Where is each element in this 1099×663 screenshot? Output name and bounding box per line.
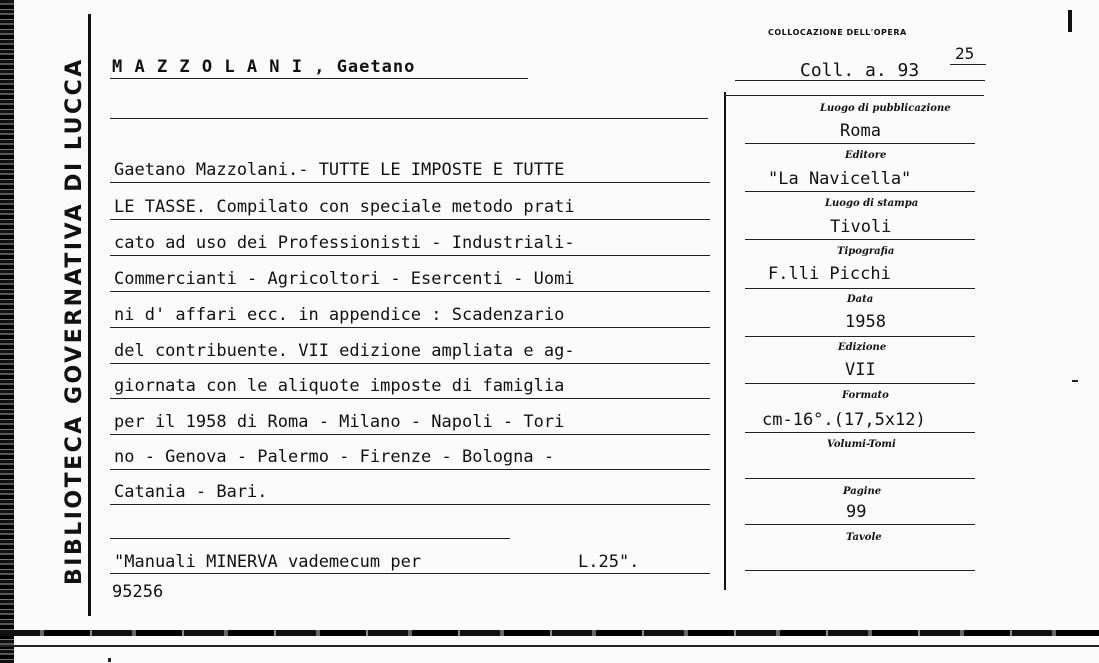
margin-line — [88, 14, 91, 616]
series-line: "Manuali MINERVA vademecum per — [114, 552, 422, 572]
body-line-2: LE TASSE. Compilato con speciale metodo prati — [114, 197, 575, 217]
field-rule — [745, 336, 975, 337]
card-bottom-line — [0, 645, 1099, 647]
field-label-print-place: Luogo di stampa — [825, 198, 919, 209]
field-rule — [745, 143, 975, 144]
body-rule — [110, 291, 710, 292]
field-value-publisher: "La Navicella" — [768, 169, 912, 189]
collocation-superscript: 25 — [955, 44, 975, 63]
scratch-mark — [1072, 380, 1078, 382]
collocation-value: Coll. a. 93 — [800, 60, 920, 81]
body-line-3: cato ad uso dei Professionisti - Industriali- — [114, 233, 575, 253]
field-label-edition: Edizione — [838, 342, 887, 353]
card-bottom-edge — [0, 630, 1099, 636]
collocation-sup-rule — [950, 64, 986, 65]
field-label-pages: Pagine — [843, 486, 882, 497]
body-line-8: per il 1958 di Roma - Milano - Napoli - Tori — [114, 412, 565, 432]
body-rule — [110, 469, 710, 470]
series-rule — [110, 573, 710, 574]
collocation-label: COLLOCAZIONE DELL'OPERA — [768, 28, 907, 37]
field-label-format: Formato — [842, 390, 889, 401]
card-left-edge — [0, 0, 14, 663]
body-line-5: ni d' affari ecc. in appendice : Scadenzario — [114, 305, 565, 325]
field-label-place: Luogo di pubblicazione — [820, 103, 951, 114]
field-rule — [745, 570, 975, 571]
field-rule — [745, 239, 975, 240]
price: L.25". — [578, 552, 640, 572]
body-line-6: del contribuente. VII edizione ampliata e ag- — [114, 341, 575, 361]
field-value-format: cm-16°.(17,5x12) — [762, 410, 926, 430]
field-value-place: Roma — [840, 121, 881, 141]
field-label-date: Data — [847, 294, 874, 305]
field-column-divider — [724, 92, 726, 590]
body-rule — [110, 327, 710, 328]
inventory-number: 95256 — [112, 582, 164, 602]
field-label-plates: Tavole — [846, 532, 882, 543]
heading-rule — [110, 78, 528, 79]
field-rule — [745, 288, 975, 289]
body-line-1: Gaetano Mazzolani.- TUTTE LE IMPOSTE E TUTTE — [114, 160, 565, 180]
body-rule — [110, 363, 710, 364]
body-line-10: Catania - Bari. — [114, 482, 268, 502]
body-line-7: giornata con le aliquote imposte di famiglia — [114, 376, 565, 396]
field-label-printer: Tipografia — [837, 246, 895, 257]
field-value-date: 1958 — [845, 312, 886, 332]
field-value-edition: VII — [845, 360, 876, 380]
field-value-print-place: Tivoli — [830, 217, 892, 237]
collocation-rule — [735, 80, 985, 81]
field-rule — [745, 524, 975, 525]
blank-rule — [110, 118, 708, 119]
author-heading: M A Z Z O L A N I , Gaetano — [112, 57, 416, 77]
field-top-rule — [724, 95, 984, 96]
body-rule — [110, 182, 710, 183]
field-value-printer: F.lli Picchi — [768, 264, 891, 284]
field-value-pages: 99 — [846, 502, 867, 522]
scratch-mark — [108, 658, 111, 662]
body-rule — [110, 219, 710, 220]
body-rule — [110, 255, 710, 256]
field-rule — [745, 478, 975, 479]
field-rule — [745, 191, 975, 192]
body-rule — [110, 538, 510, 539]
body-rule — [110, 398, 710, 399]
body-line-9: no - Genova - Palermo - Firenze - Bologna - — [114, 447, 555, 467]
edge-mark — [1068, 10, 1072, 32]
body-rule — [110, 434, 710, 435]
field-label-volumes: Volumi-Tomi — [827, 439, 896, 450]
field-rule — [745, 432, 975, 433]
field-rule — [745, 383, 975, 384]
library-name: BIBLIOTECA GOVERNATIVA DI LUCCA — [62, 57, 87, 585]
body-line-4: Commercianti - Agricoltori - Esercenti - Uomi — [114, 269, 575, 289]
body-rule — [110, 504, 710, 505]
field-label-publisher: Editore — [845, 150, 887, 161]
